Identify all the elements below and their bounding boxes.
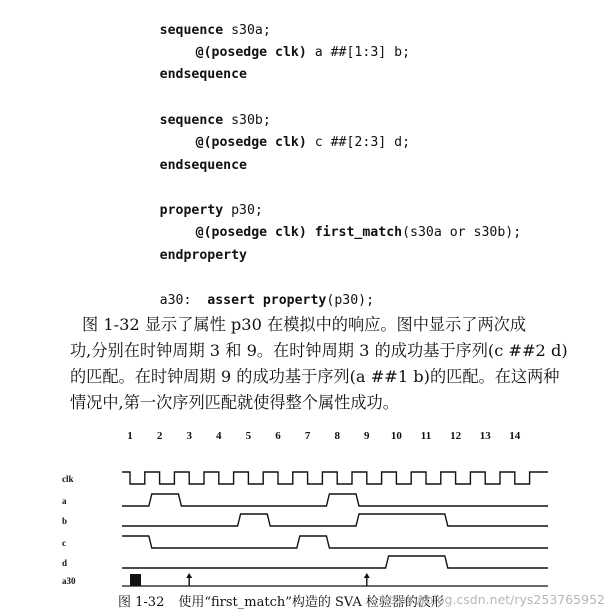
cycle-number: 8 [334, 430, 340, 442]
code-line [112, 184, 263, 218]
code-label: a30: [159, 293, 208, 308]
figure-number: 图 1-32 [118, 595, 165, 610]
cycle-number: 1 [127, 430, 133, 442]
assert-success-arrow-head [364, 573, 370, 578]
code-text: p30; [223, 203, 263, 218]
signal-a-waveform [122, 494, 548, 506]
code-keyword: sequence [159, 23, 224, 38]
signal-label-c: c [62, 538, 66, 548]
signal-label-a: a [62, 496, 67, 506]
body-paragraph [70, 312, 610, 416]
code-keyword: sequence [159, 113, 224, 128]
code-line [112, 274, 375, 308]
paragraph-line: 情况中,第一次序列匹配就使得整个属性成功。 [70, 393, 399, 412]
signal-c-waveform [122, 536, 548, 548]
code-keyword: endsequence [159, 67, 247, 82]
code-line [112, 94, 271, 128]
paragraph-line: 的匹配。在时钟周期 9 的成功基于序列(a ##1 b)的匹配。在这两种 [70, 367, 560, 386]
code-text: s30a; [223, 23, 271, 38]
code-text: (s30a or s30b); [402, 225, 522, 240]
code-line [148, 116, 411, 150]
timing-waveform [0, 420, 613, 616]
code-text: c ##[2:3] d; [306, 135, 411, 150]
cycle-number: 2 [156, 430, 163, 442]
signal-label-b: b [62, 516, 68, 526]
signal-label-a30: a30 [62, 576, 76, 586]
code-line [112, 139, 247, 173]
signal-b-waveform [122, 514, 548, 526]
code-keyword: @(posedge clk) [195, 135, 307, 150]
code-keyword: @(posedge clk) [195, 45, 307, 60]
cycle-number: 9 [364, 430, 370, 442]
code-keyword: @(posedge clk) first_match [195, 225, 403, 240]
code-line [112, 4, 271, 38]
cycle-number: 3 [186, 430, 192, 442]
cycle-number: 4 [216, 430, 222, 442]
signal-d-waveform [122, 556, 548, 568]
cycle-number: 11 [420, 430, 432, 442]
signal-label-d: d [62, 558, 68, 568]
assert-success-arrow-head [186, 573, 192, 578]
code-text: s30b; [223, 113, 271, 128]
watermark: https://blog.csdn.net/rys253765952 [380, 592, 605, 607]
code-line [148, 26, 411, 60]
code-line [148, 206, 522, 240]
cycle-number: 5 [245, 430, 252, 442]
figure-caption-text: 使用“first_match”构造的 SVA 检验器的波形 [178, 595, 444, 610]
code-keyword: assert property [207, 293, 327, 308]
cycle-number: 12 [450, 430, 462, 442]
code-text: a ##[1:3] b; [306, 45, 411, 60]
paragraph-line: 图 1-32 显示了属性 p30 在模拟中的响应。图中显示了两次成 [82, 315, 527, 334]
code-text: (p30); [326, 293, 375, 308]
paragraph-line: 功,分别在时钟周期 3 和 9。在时钟周期 3 的成功基于序列(c ##2 d) [70, 341, 568, 360]
cycle-number: 7 [304, 430, 311, 442]
code-line [112, 48, 247, 82]
cycle-number: 6 [275, 430, 281, 442]
cycle-number: 10 [390, 430, 402, 442]
assert-fail-marker [130, 574, 141, 586]
signal-label-clk: clk [62, 474, 74, 484]
code-keyword: endsequence [159, 158, 247, 173]
code-line [112, 229, 247, 263]
code-keyword: endproperty [159, 248, 247, 263]
signal-clk-waveform [122, 472, 548, 484]
cycle-number: 14 [509, 430, 521, 442]
cycle-number: 13 [479, 430, 491, 442]
code-keyword: property [159, 203, 224, 218]
